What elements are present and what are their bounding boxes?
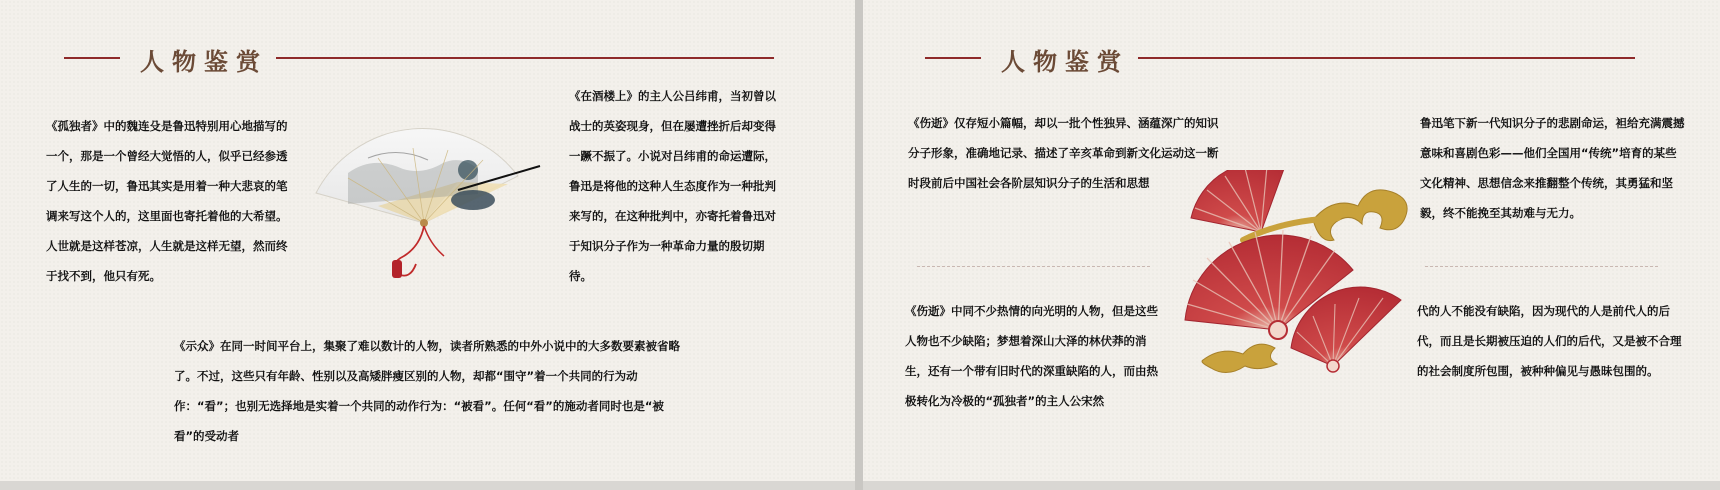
paragraph-restaurant: 《在酒楼上》的主人公吕纬甫，当初曾以战士的英姿现身，但在屡遭挫折后却变得一蹶不振了。小说对吕纬甫的命运遭际，鲁迅是将他的这种人生态度作为一种批判来写的，在这种批判中，亦寄托着鲁迅对于知识分子作为一种革命力量的殷切期待。 [569, 89, 776, 283]
paragraph-new-generation: 鲁迅笔下新一代知识分子的悲剧命运，袒给充满震撼意味和喜剧色彩——他们全国用“传统”培育的某些文化精神、思想信念来推翻整个传统，其勇猛和坚毅，终不能挽至其劫难与无力。 [1420, 116, 1685, 220]
title-row [0, 38, 855, 78]
title-line-left [925, 57, 981, 59]
paragraph-lonely-one: 《孤独者》中的魏连殳是鲁迅特别用心地描写的一个，那是一个曾经大觉悟的人，似乎已经参透了人生的一切，鲁迅其实是用着一种大悲哀的笔调来写这个人的，这里面也寄托着他的大希望。人世就是这样苍凉，人生就是这样无望，然而终于找不到，他只有死。 [46, 119, 288, 283]
paragraph-modern-people: 代的人不能没有缺陷，因为现代的人是前代人的后代，而且是长期被压迫的人们的后代，又是被不合理的社会制度所包围，被种种偏见与愚昧包围的。 [1417, 304, 1682, 378]
slide-left [0, 0, 855, 481]
red-folding-fans-icon [1183, 170, 1413, 390]
slide-title: 人物鉴赏 [1001, 47, 1129, 76]
slide-right [863, 0, 1720, 481]
slide-title: 人物鉴赏 [140, 47, 268, 76]
folding-fan-ink-icon [308, 118, 548, 278]
title-row [863, 38, 1720, 78]
title-line-right [276, 57, 774, 59]
title-line-left [64, 57, 120, 59]
paragraph-mourning-one: 《伤逝》仅存短小篇幅，却以一批个性独异、涵蕴深广的知识分子形象，准确地记录、描述了辛亥革命到新文化运动这一断时段前后中国社会各阶层知识分子的生活和思想 [908, 116, 1219, 190]
dashed-divider-right [1425, 266, 1658, 267]
title-line-right [1138, 57, 1635, 59]
slide-divider [855, 0, 863, 490]
dashed-divider-left [917, 266, 1150, 267]
paragraph-mourning-two: 《伤逝》中同不少热情的向光明的人物，但是这些人物也不少缺陷；梦想着深山大泽的林伏莽的消生，还有一个带有旧时代的深重缺陷的人，而由热极转化为冷极的“孤独者”的主人公宋然 [905, 304, 1158, 408]
paragraph-showcase: 《示众》在同一时间平台上，集聚了难以数计的人物，读者所熟悉的中外小说中的大多数要素被省略了。不过，这些只有年龄、性别以及高矮胖瘦区别的人物，却都“围守”着一个共同的行为动作：“看”；也别无选择地是实着一个共同的动作行为：“被看”。任何“看”的施动者同时也是“被看”的受动者 [174, 339, 680, 443]
